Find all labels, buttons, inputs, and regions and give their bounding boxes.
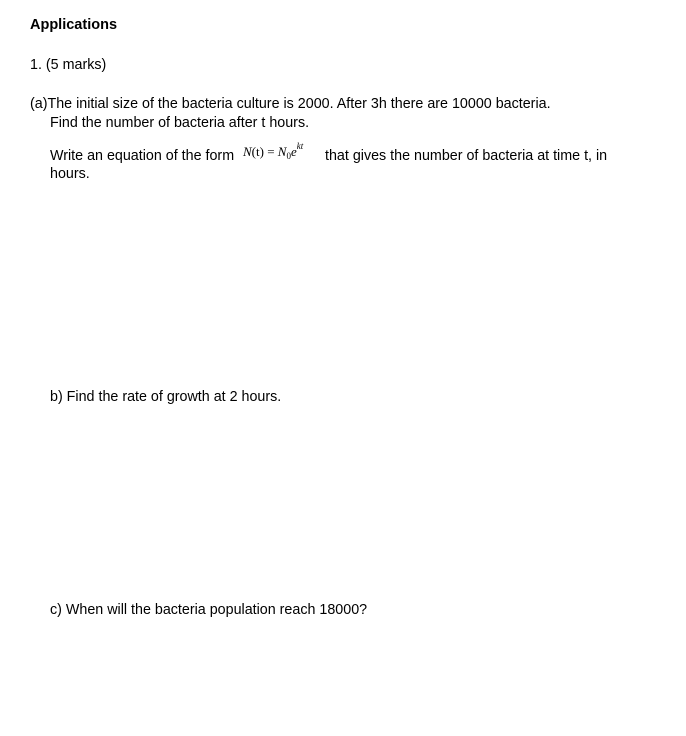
equation-rhs-subscript: 0 xyxy=(286,151,291,161)
form-suffix-text: that gives the number of bacteria at time t, in xyxy=(325,148,608,164)
part-c-question: c) When will the bacteria population reach 18000? xyxy=(50,602,368,618)
part-a-statement: (a)The initial size of the bacteria culture is 2000. After 3h there are 10000 bacteria. xyxy=(30,96,551,112)
form-instruction-continuation: hours. xyxy=(50,166,90,182)
equation-equals: = xyxy=(263,144,278,159)
equation-rhs-e: e xyxy=(290,144,297,159)
part-b-question: b) Find the rate of growth at 2 hours. xyxy=(50,389,282,405)
exponential-equation xyxy=(243,141,303,161)
question-number: 1. (5 marks) xyxy=(30,57,107,73)
part-a-task: Find the number of bacteria after t hours. xyxy=(50,115,310,131)
form-prefix-text: Write an equation of the form xyxy=(50,148,235,164)
equation-lhs-n: N xyxy=(243,144,252,159)
equation-rhs-n: N xyxy=(277,144,287,159)
equation-rhs-exponent: kt xyxy=(296,141,304,151)
section-heading: Applications xyxy=(30,17,118,33)
equation-lhs-arg: (t) xyxy=(251,144,264,159)
